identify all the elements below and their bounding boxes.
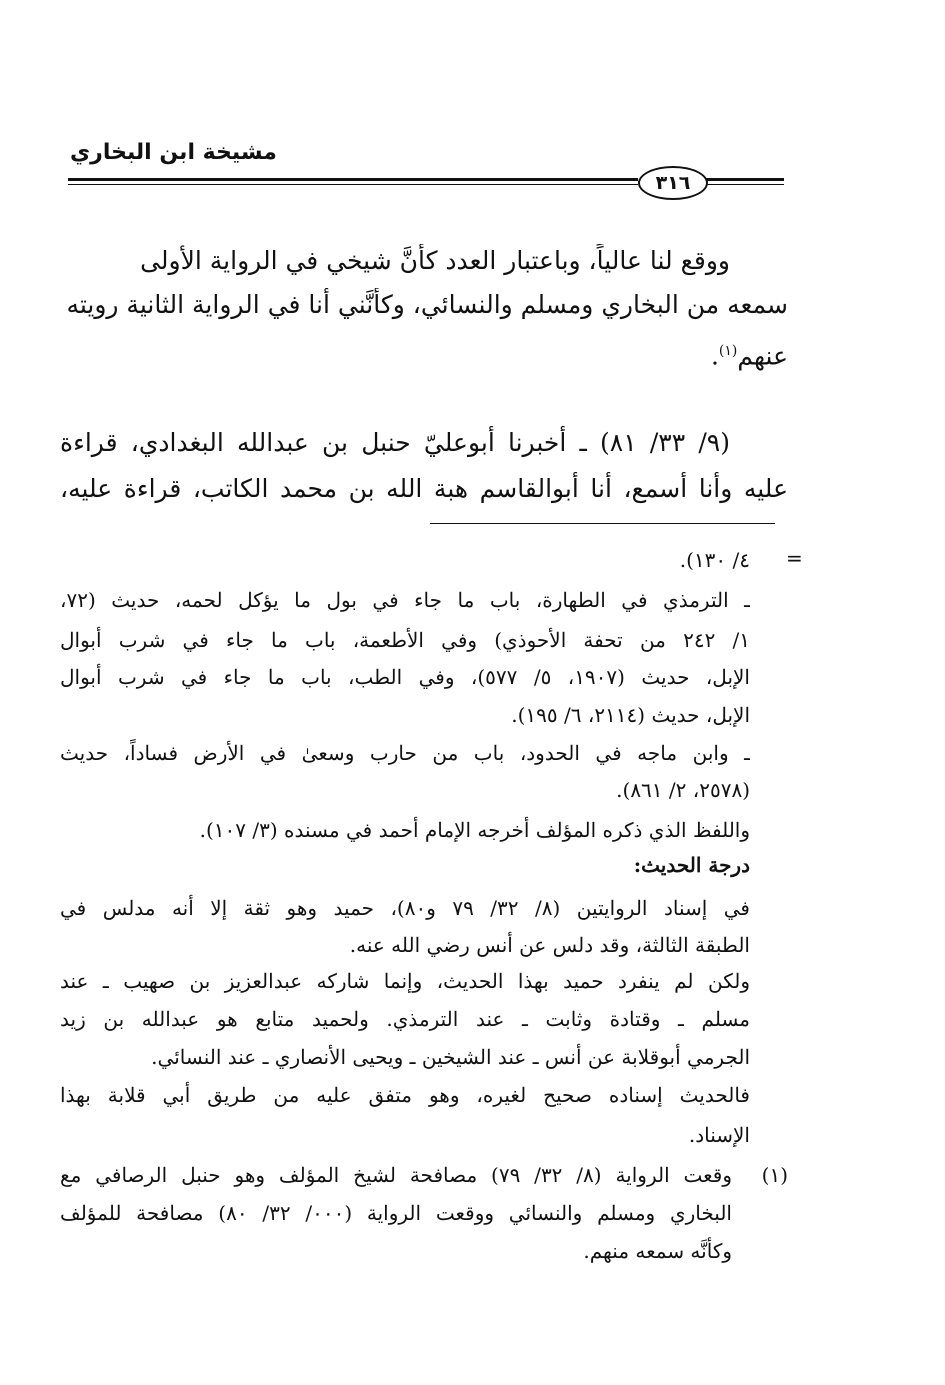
- header-rule-right: [706, 178, 784, 185]
- footnote-line: واللفظ الذي ذكره المؤلف أخرجه الإمام أحمد في مسنده (٣/ ١٠٧).: [199, 818, 750, 842]
- running-title: مشيخة ابن البخاري: [70, 140, 277, 165]
- main-text-line: عليه وأنا أسمع، أنا أبوالقاسم هبة الله بن محمد الكاتب، قراءة عليه،: [60, 474, 788, 503]
- footnote-line: الطبقة الثالثة، وقد دلس عن أنس رضي الله عنه.: [349, 933, 750, 957]
- footnote-line: فالحديث إسناده صحيح لغيره، وهو متفق عليه من طريق أبي قلابة بهذا: [60, 1083, 750, 1107]
- footnote-line: وقعت الرواية (٨/ ٣٢/ ٧٩) مصافحة لشيخ المؤلف وهو حنبل الرصافي مع: [60, 1163, 732, 1187]
- footnote-line: في إسناد الروايتين (٨/ ٣٢/ ٧٩ و٨٠)، حميد وهو ثقة إلا أنه مدلس في: [60, 896, 750, 920]
- footnote-line: الإبل، حديث (٢١١٤، ٦/ ١٩٥).: [511, 703, 750, 727]
- main-text-line: (٩/ ٣٣/ ٨١) ـ أخبرنا أبوعليّ حنبل بن عبدالله البغدادي، قراءة: [60, 428, 730, 457]
- footnote-number: (١): [761, 1163, 788, 1187]
- footnote-line: مسلم ـ وقتادة وثابت ـ عند الترمذي. ولحميد متابع هو عبدالله بن زيد: [60, 1007, 750, 1031]
- main-text-last-word: عنهم: [737, 341, 788, 371]
- footnote-subheading: درجة الحديث:: [633, 853, 750, 877]
- footnote-line: ١/ ٢٤٢ من تحفة الأحوذي) وفي الأطعمة، باب ما جاء في شرب أبوال: [60, 628, 750, 652]
- main-text-line: [60, 334, 788, 373]
- footnote-separator: [430, 523, 775, 524]
- main-text-line: سمعه من البخاري ومسلم والنسائي، وكأنَّني أنا في الرواية الثانية رويته: [66, 290, 788, 319]
- footnote-line: ـ وابن ماجه في الحدود، باب من حارب وسعىٰ في الأرض فساداً، حديث: [60, 741, 750, 765]
- footnote-line: الجرمي أبوقلابة عن أنس ـ عند الشيخين ـ ويحيى الأنصاري ـ عند النسائي.: [151, 1045, 750, 1069]
- sentence-end: .: [710, 341, 719, 371]
- page-number: ٣١٦: [638, 166, 708, 200]
- footnote-line: وكأنَّه سمعه منهم.: [583, 1239, 732, 1263]
- footnote-line: ـ الترمذي في الطهارة، باب ما جاء في بول ما يؤكل لحمه، حديث (٧٢،: [60, 588, 750, 612]
- footnote-line: ولكن لم ينفرد حميد بهذا الحديث، وإنما شاركه عبدالعزيز بن صهيب ـ عند: [60, 969, 750, 993]
- footnote-line: البخاري ومسلم والنسائي ووقعت الرواية (٠٠٠/ ٣٢/ ٨٠) مصافحة للمؤلف: [60, 1201, 732, 1225]
- header-rule-left: [68, 178, 638, 185]
- footnote-line: (٢٥٧٨، ٢/ ٨٦١).: [616, 778, 750, 802]
- main-text-line: ووقع لنا عالياً، وباعتبار العدد كأنَّ شيخي في الرواية الأولى: [140, 246, 730, 275]
- footnote-line: ٤/ ١٣٠).: [679, 548, 750, 572]
- footnote-reference: (١): [718, 343, 738, 359]
- footnote-line: الإبل، حديث (١٩٠٧، ٥/ ٥٧٧)، وفي الطب، باب ما جاء في شرب أبوال: [60, 665, 750, 689]
- footnote-line: الإسناد.: [688, 1123, 750, 1147]
- footnote-continuation-mark: =: [786, 546, 803, 570]
